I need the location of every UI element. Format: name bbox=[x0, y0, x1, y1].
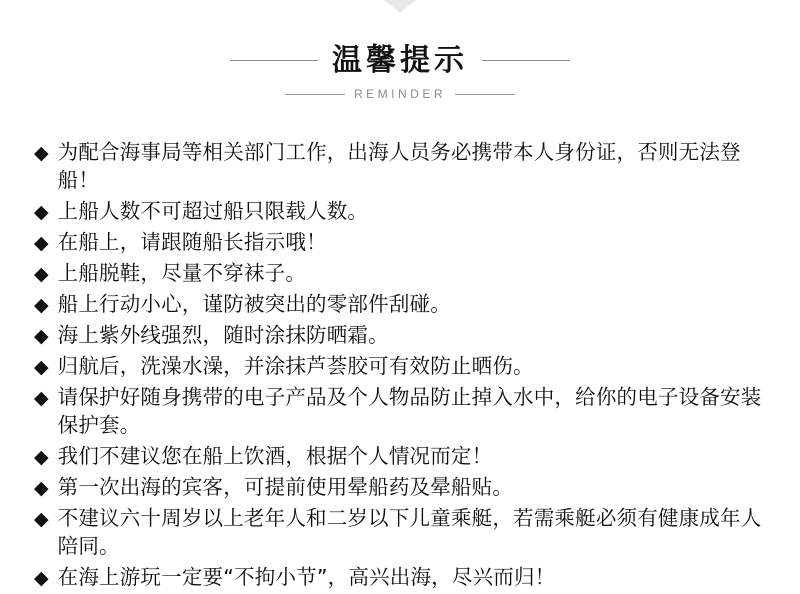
list-item-text: 归航后，洗澡水澡，并涂抹芦荟胶可有效防止晒伤。 bbox=[57, 354, 534, 378]
page-subtitle: REMINDER bbox=[354, 87, 447, 101]
list-item bbox=[34, 290, 780, 318]
list-item bbox=[34, 228, 780, 256]
diamond-bullet-icon: ◆ bbox=[34, 567, 49, 589]
subtitle-rule-left bbox=[285, 94, 345, 95]
list-item bbox=[34, 563, 780, 591]
subtitle-rule-right bbox=[455, 94, 515, 95]
page-title: 温馨提示 bbox=[332, 43, 468, 78]
list-item-text: 在船上，请跟随船长指示哦！ bbox=[57, 230, 327, 254]
notice-list bbox=[34, 138, 780, 594]
page-header bbox=[0, 44, 800, 101]
diamond-bullet-icon: ◆ bbox=[34, 356, 49, 378]
diamond-bullet-icon: ◆ bbox=[34, 446, 49, 468]
title-row bbox=[230, 44, 570, 77]
list-item bbox=[34, 259, 780, 287]
list-item bbox=[34, 197, 780, 225]
diamond-bullet-icon: ◆ bbox=[34, 477, 49, 499]
list-item bbox=[34, 442, 780, 470]
list-item-text: 我们不建议您在船上饮酒，根据个人情况而定！ bbox=[57, 444, 493, 468]
list-item-text: 为配合海事局等相关部门工作，出海人员务必携带本人身份证，否则无法登船！ bbox=[57, 140, 741, 192]
list-item bbox=[34, 473, 780, 501]
diamond-bullet-icon: ◆ bbox=[34, 263, 49, 285]
list-item bbox=[34, 138, 780, 194]
list-item-text: 不建议六十周岁以上老年人和二岁以下儿童乘艇，若需乘艇必须有健康成年人陪同。 bbox=[57, 506, 762, 558]
diamond-bullet-icon: ◆ bbox=[34, 294, 49, 316]
list-item-text: 船上行动小心，谨防被突出的零部件刮碰。 bbox=[57, 292, 451, 316]
diamond-bullet-icon: ◆ bbox=[34, 387, 49, 409]
list-item-text: 第一次出海的宾客，可提前使用晕船药及晕船贴。 bbox=[57, 475, 514, 499]
list-item bbox=[34, 383, 780, 439]
diamond-bullet-icon: ◆ bbox=[34, 142, 49, 164]
list-item-text: 海上紫外线强烈，随时涂抹防晒霜。 bbox=[57, 323, 389, 347]
diamond-bullet-icon: ◆ bbox=[34, 201, 49, 223]
title-rule-right bbox=[482, 60, 570, 61]
triangle-down-icon bbox=[384, 0, 416, 13]
subtitle-row bbox=[285, 87, 515, 101]
list-item bbox=[34, 352, 780, 380]
list-item bbox=[34, 321, 780, 349]
list-item-text: 请保护好随身携带的电子产品及个人物品防止掉入水中，给你的电子设备安装保护套。 bbox=[57, 385, 762, 437]
diamond-bullet-icon: ◆ bbox=[34, 508, 49, 530]
list-item-text: 在海上游玩一定要“不拘小节”，高兴出海，尽兴而归！ bbox=[57, 565, 556, 589]
diamond-bullet-icon: ◆ bbox=[34, 232, 49, 254]
list-item-text: 上船脱鞋，尽量不穿袜子。 bbox=[57, 261, 307, 285]
diamond-bullet-icon: ◆ bbox=[34, 325, 49, 347]
list-item bbox=[34, 504, 780, 560]
title-rule-left bbox=[230, 60, 318, 61]
list-item-text: 上船人数不可超过船只限载人数。 bbox=[57, 199, 369, 223]
